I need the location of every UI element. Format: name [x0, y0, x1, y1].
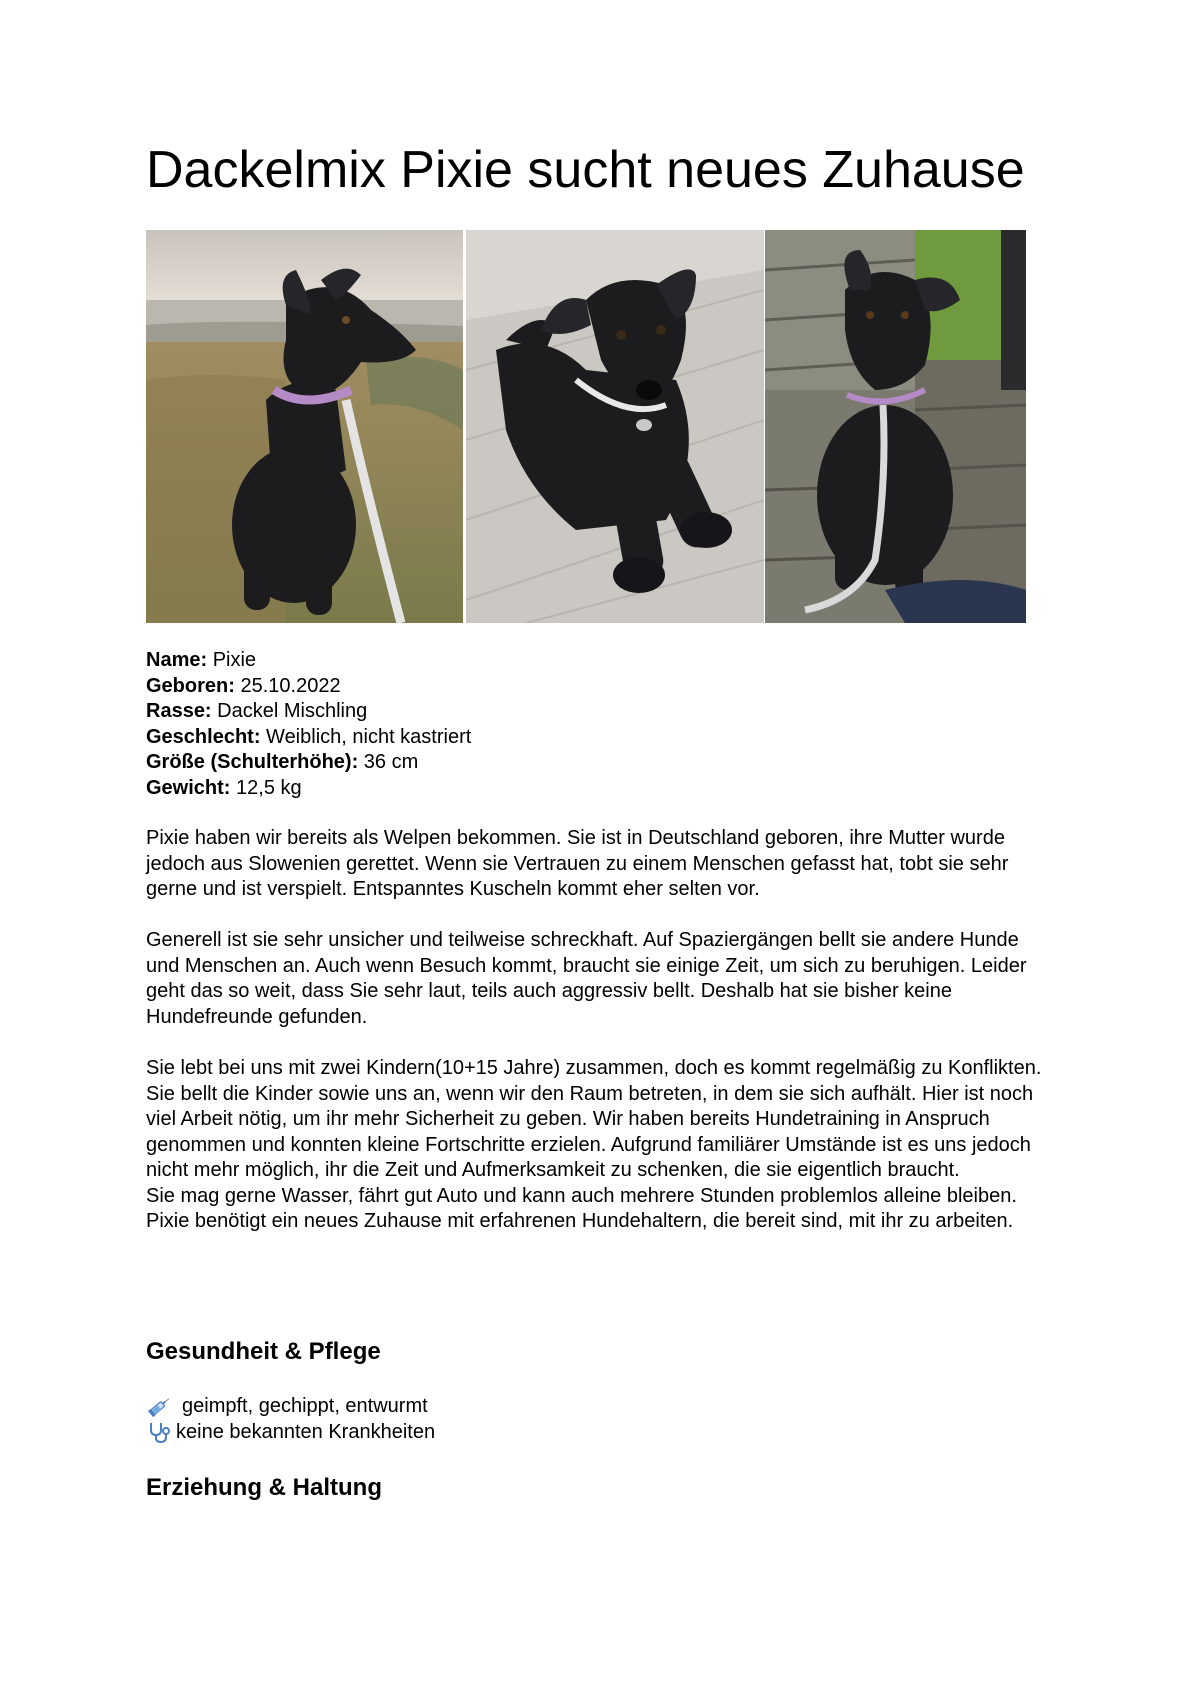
fact-label: Rasse:	[146, 700, 212, 722]
section-heading-education: Erziehung & Haltung	[146, 1474, 382, 1501]
dog-lying-on-floor-photo	[466, 230, 764, 623]
fact-list	[146, 648, 471, 801]
paragraph-text: Sie mag gerne Wasser, fährt gut Auto und kann auch mehrere Stunden problemlos alleine bleiben. Pixie benötigt ein neues Zuhause mit erfahrenen Hundehaltern, die bereit sind, mit ihr zu arbeiten.	[146, 1184, 1017, 1232]
page-title: Dackelmix Pixie sucht neues Zuhause	[146, 141, 1025, 199]
paragraph-text: Pixie haben wir bereits als Welpen bekommen. Sie ist in Deutschland geboren, ihre Mutter wurde jedoch aus Slowenien gerettet. Wenn sie Vertrauen zu einem Menschen gefasst hat, tobt sie sehr gerne und ist verspielt. Entspanntes Kuscheln kommt eher selten vor.	[146, 827, 1009, 900]
fact-value: Weiblich, nicht kastriert	[266, 725, 472, 748]
paragraph-behavior	[146, 928, 1056, 1030]
fact-value: Dackel Mischling	[217, 700, 368, 722]
fact-value: Pixie	[212, 649, 257, 671]
fact-label: Geschlecht:	[146, 725, 261, 748]
list-item-text: geimpft, gechippt, entwurmt	[182, 1395, 428, 1417]
fact-row-sex	[146, 725, 471, 751]
fact-label: Geboren:	[146, 674, 235, 697]
dog-sitting-on-bench-photo	[765, 230, 1026, 623]
fact-label: Name:	[146, 649, 208, 671]
paragraph-text: Generell ist sie sehr unsicher und teilweise schreckhaft. Auf Spaziergängen bellt sie andere Hunde und Menschen an. Auch wenn Besuch kommt, braucht sie einige Zeit, um sich zu beruhigen. Leider geht das so weit, dass Sie sehr laut, teils auch aggressiv bellt. Deshalb hat sie bisher keine Hundefreunde gefunden.	[146, 929, 1027, 1028]
health-list	[146, 1394, 435, 1445]
fact-row-born	[146, 674, 471, 700]
fact-row-breed	[146, 699, 471, 725]
paragraph-family	[146, 1056, 1056, 1235]
paragraph-intro	[146, 826, 1056, 903]
syringe-icon	[146, 1396, 172, 1418]
photo-strip	[146, 230, 1026, 623]
paragraph-text: Sie lebt bei uns mit zwei Kindern(10+15 Jahre) zusammen, doch es kommt regelmäßig zu Konflikten. Sie bellt die Kinder sowie uns an, wenn wir den Raum betreten, in dem sie sich aufhält. Hier ist noch viel Arbeit nötig, um ihr mehr Sicherheit zu geben. Wir haben bereits Hundetraining in Anspruch genommen und konnten kleine Fortschritte erzielen. Aufgrund familiärer Umstände ist es uns jedoch nicht mehr möglich, ihr die Zeit und Aufmerksamkeit zu schenken, die sie eigentlich braucht.	[146, 1057, 1042, 1181]
list-item	[146, 1394, 435, 1420]
fact-row-weight	[146, 776, 471, 802]
stethoscope-icon	[146, 1421, 172, 1443]
fact-row-size	[146, 750, 471, 776]
dog-on-beach-photo	[146, 230, 463, 623]
fact-label: Gewicht:	[146, 776, 231, 799]
fact-value: 36 cm	[363, 751, 419, 773]
list-item	[146, 1420, 435, 1446]
fact-row-name	[146, 648, 471, 674]
section-heading-health: Gesundheit & Pflege	[146, 1338, 381, 1365]
fact-label: Größe (Schulterhöhe):	[146, 751, 359, 773]
list-item-text: keine bekannten Krankheiten	[176, 1420, 436, 1443]
fact-value: 25.10.2022	[240, 674, 341, 697]
fact-value: 12,5 kg	[236, 776, 302, 799]
